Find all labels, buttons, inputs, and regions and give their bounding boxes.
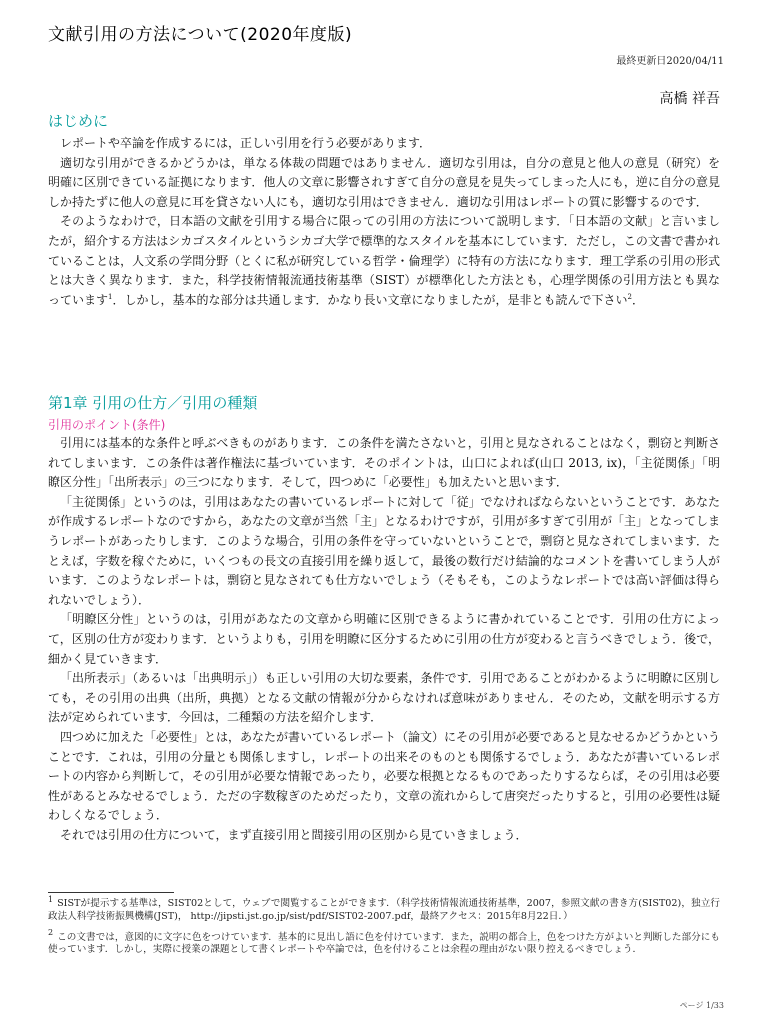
document-page <box>48 0 724 1024</box>
footnotes <box>48 894 720 965</box>
chapter-1-paragraph-3: 「明瞭区分性」というのは，引用があなたの文章から明確に区別できるように書かれていることです．引用の仕方によって，区別の仕方が変わります．というよりも，引用を明瞭に区分するために引用の仕方が変わると言うべきでしょう．後で，細かく見ていきます． <box>48 612 720 666</box>
intro-body <box>48 134 720 310</box>
intro-heading: はじめに <box>48 112 109 130</box>
page-number: ページ 1/33 <box>679 1001 724 1010</box>
footnote-2-text: この文書では，意図的に文字に色をつけています．基本的に見出し語に色を付けています．また，説明の都合上，色をつけた方がよいと判断した部分にも使っています．しかし，実際に授業の課題として書くレポートや卒論では，色を付けることは余程の理由がない限り控えるべきでしょう． <box>48 931 720 956</box>
footnote-2 <box>48 928 720 958</box>
footnote-1 <box>48 894 720 924</box>
intro-paragraph-3: そのようなわけで，日本語の文献を引用する場合に限っての引用の方法について説明します．「日本語の文献」と言いましたが，紹介する方法はシカゴスタイルというシカゴ大学で標準的なスタイルを基本にしています．ただし，この文書で書かれていることは，人文系の学問分野（とくに私が研究している哲学・倫理学）に特有の方法になります．理工学系の引用の形式とは大きく異なります．また，科学技術情報流通技術基準（SIST）が標準化した方法とも，心理学関係の引用方法とも異なっています$^1$．しかし，基本的な部分は共通します．かなり長い文章になりましたが，是非とも読んで下さい$^2$． <box>48 214 720 307</box>
chapter-1-paragraph-2: 「主従関係」というのは，引用はあなたの書いているレポートに対して「従」でなければならないということです．あなたが作成するレポートなのですから，あなたの文章が当然「主」となるわけですが，引用が多すぎて引用が「主」となってしまうレポートがあったりします．このような場合，引用の条件を守っていないということで，剽窃と見なされてしまいます．たとえば，字数を稼ぐために，いくつもの長文の直接引用を繰り返して，最後の数行だけ結論的なコメントを書いてしまう人がいます．このようなレポートは，剽窃と見なされても仕方ないでしょう（そもそも，このようなレポートでは高い評価は得られないでしょう）． <box>48 494 721 607</box>
footnote-1-text: SISTが提示する基準は，SIST02として，ウェブで閲覧することができます．（科学技術情報流通技術基準，2007，参照文献の書き方(SIST02)，独立行政法人科学技術振興機構(JST)， http://jipsti.jst.go.jp/sist/pdf/SIST02-2007.pdf，最終アクセス：2015年8月22日．） <box>48 898 720 922</box>
intro-paragraph-1: レポートや卒論を作成するには，正しい引用を行う必要があります． <box>60 136 432 150</box>
chapter-1-paragraph-4: 「出所表示」（あるいは「出典明示」）も正しい引用の大切な要素，条件です．引用であることがわかるように明瞭に区別しても，その引用の出典（出所，典拠）となる文献の情報が分からなければ意味がありません．そのため，文献を明示する方法が定められています．今回は，二種類の方法を紹介します． <box>48 671 720 725</box>
document-title: 文献引用の方法について(2020年度版) <box>48 25 353 45</box>
chapter-1-paragraph-6: それでは引用の仕方について，まず直接引用と間接引用の区別から見ていきましょう． <box>60 827 528 842</box>
chapter-1-paragraph-1: 引用には基本的な条件と呼ぶべきものがあります．この条件を満たさないと，引用と見なされることはなく，剽窃と判断されてしまいます．この条件は著作権法に基づいています．そのポイントは，山口によれば(山口 2013, ix)，「主従関係」「明瞭区分性」「出所表示」の三つになります．そして，四つめに「必要性」も加えたいと思います． <box>48 436 720 490</box>
footnote-divider <box>48 892 174 893</box>
footnote-2-number: 2 <box>48 928 54 938</box>
chapter-1-heading: 第1章 引用の仕方／引用の種類 <box>48 394 258 412</box>
chapter-1-body <box>48 434 720 845</box>
footnote-ref-1[interactable]: 1 <box>108 292 113 301</box>
author-name: 高橋 祥吾 <box>659 91 720 107</box>
footnote-ref-2[interactable]: 2 <box>627 292 632 301</box>
intro-paragraph-2: 適切な引用ができるかどうかは，単なる体裁の問題ではありません．適切な引用は，自分の意見と他人の意見（研究）を明確に区別できている証拠になります．他人の文章に影響されすぎて自分の意見を見失ってしまった人にも，逆に自分の意見しか持たずに他人の意見に耳を貸さない人にも，適切な引用はできません．適切な引用はレポートの質に影響するのです． <box>48 155 720 209</box>
chapter-1-paragraph-5: 四つめに加えた「必要性」とは，あなたが書いているレポート（論文）にその引用が必要であると見なせるかどうかということです．これは，引用の分量とも関係しますし，レポートの出来そのものとも関係するでしょう．あなたが書いているレポートの内容から判断して，その引用が必要な情報であったり，必要な根拠となるものであったりするならば，その引用は必要性があるとみなせるでしょう．ただの字数稼ぎのためだったり，文章の流れからして唐突だったりすると，引用の必要性は疑わしくなるでしょう． <box>48 729 721 823</box>
last-updated-date: 最終更新日2020/04/11 <box>616 56 724 67</box>
citation-points-subheading: 引用のポイント(条件) <box>48 418 166 432</box>
footnote-1-number: 1 <box>48 894 54 904</box>
